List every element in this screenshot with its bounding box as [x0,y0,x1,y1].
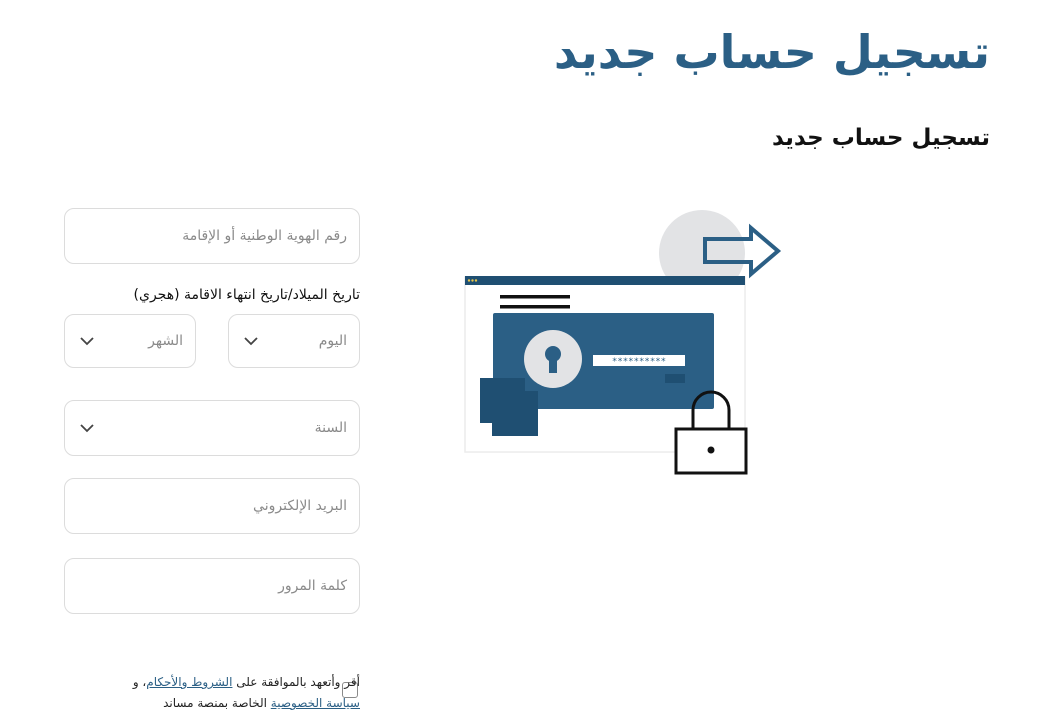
id-number-field[interactable] [64,208,360,264]
dob-label: تاريخ الميلاد/تاريخ انتهاء الاقامة (هجري) [133,287,360,303]
privacy-link[interactable]: سياسة الخصوصية [270,696,360,710]
terms-prefix: أقر وأتعهد بالموافقة على [236,675,360,689]
day-select[interactable] [228,314,360,368]
year-select[interactable] [64,400,360,456]
month-select-value: الشهر [148,333,183,349]
email-field[interactable] [64,478,360,534]
id-number-placeholder: رقم الهوية الوطنية أو الإقامة [182,228,347,244]
password-placeholder: كلمة المرور [278,578,347,594]
security-illustration [460,205,790,480]
terms-suffix: الخاصة بمنصة مساند [163,696,267,710]
page-title: تسجيل حساب جديد [553,25,990,79]
terms-middle: ، و [132,675,147,689]
day-select-value: اليوم [318,333,347,349]
password-field[interactable] [64,558,360,614]
chevron-down-icon [79,423,95,433]
terms-text [100,672,360,714]
chevron-down-icon [243,336,259,346]
section-title: تسجيل حساب جديد [771,125,990,151]
browser-window-icon [465,276,745,452]
chevron-down-icon [79,336,95,346]
terms-link[interactable]: الشروط والأحكام [146,675,233,689]
month-select[interactable] [64,314,196,368]
year-select-value: السنة [314,420,347,436]
email-placeholder: البريد الإلكتروني [253,498,347,514]
password-mask: ********** [611,357,667,367]
